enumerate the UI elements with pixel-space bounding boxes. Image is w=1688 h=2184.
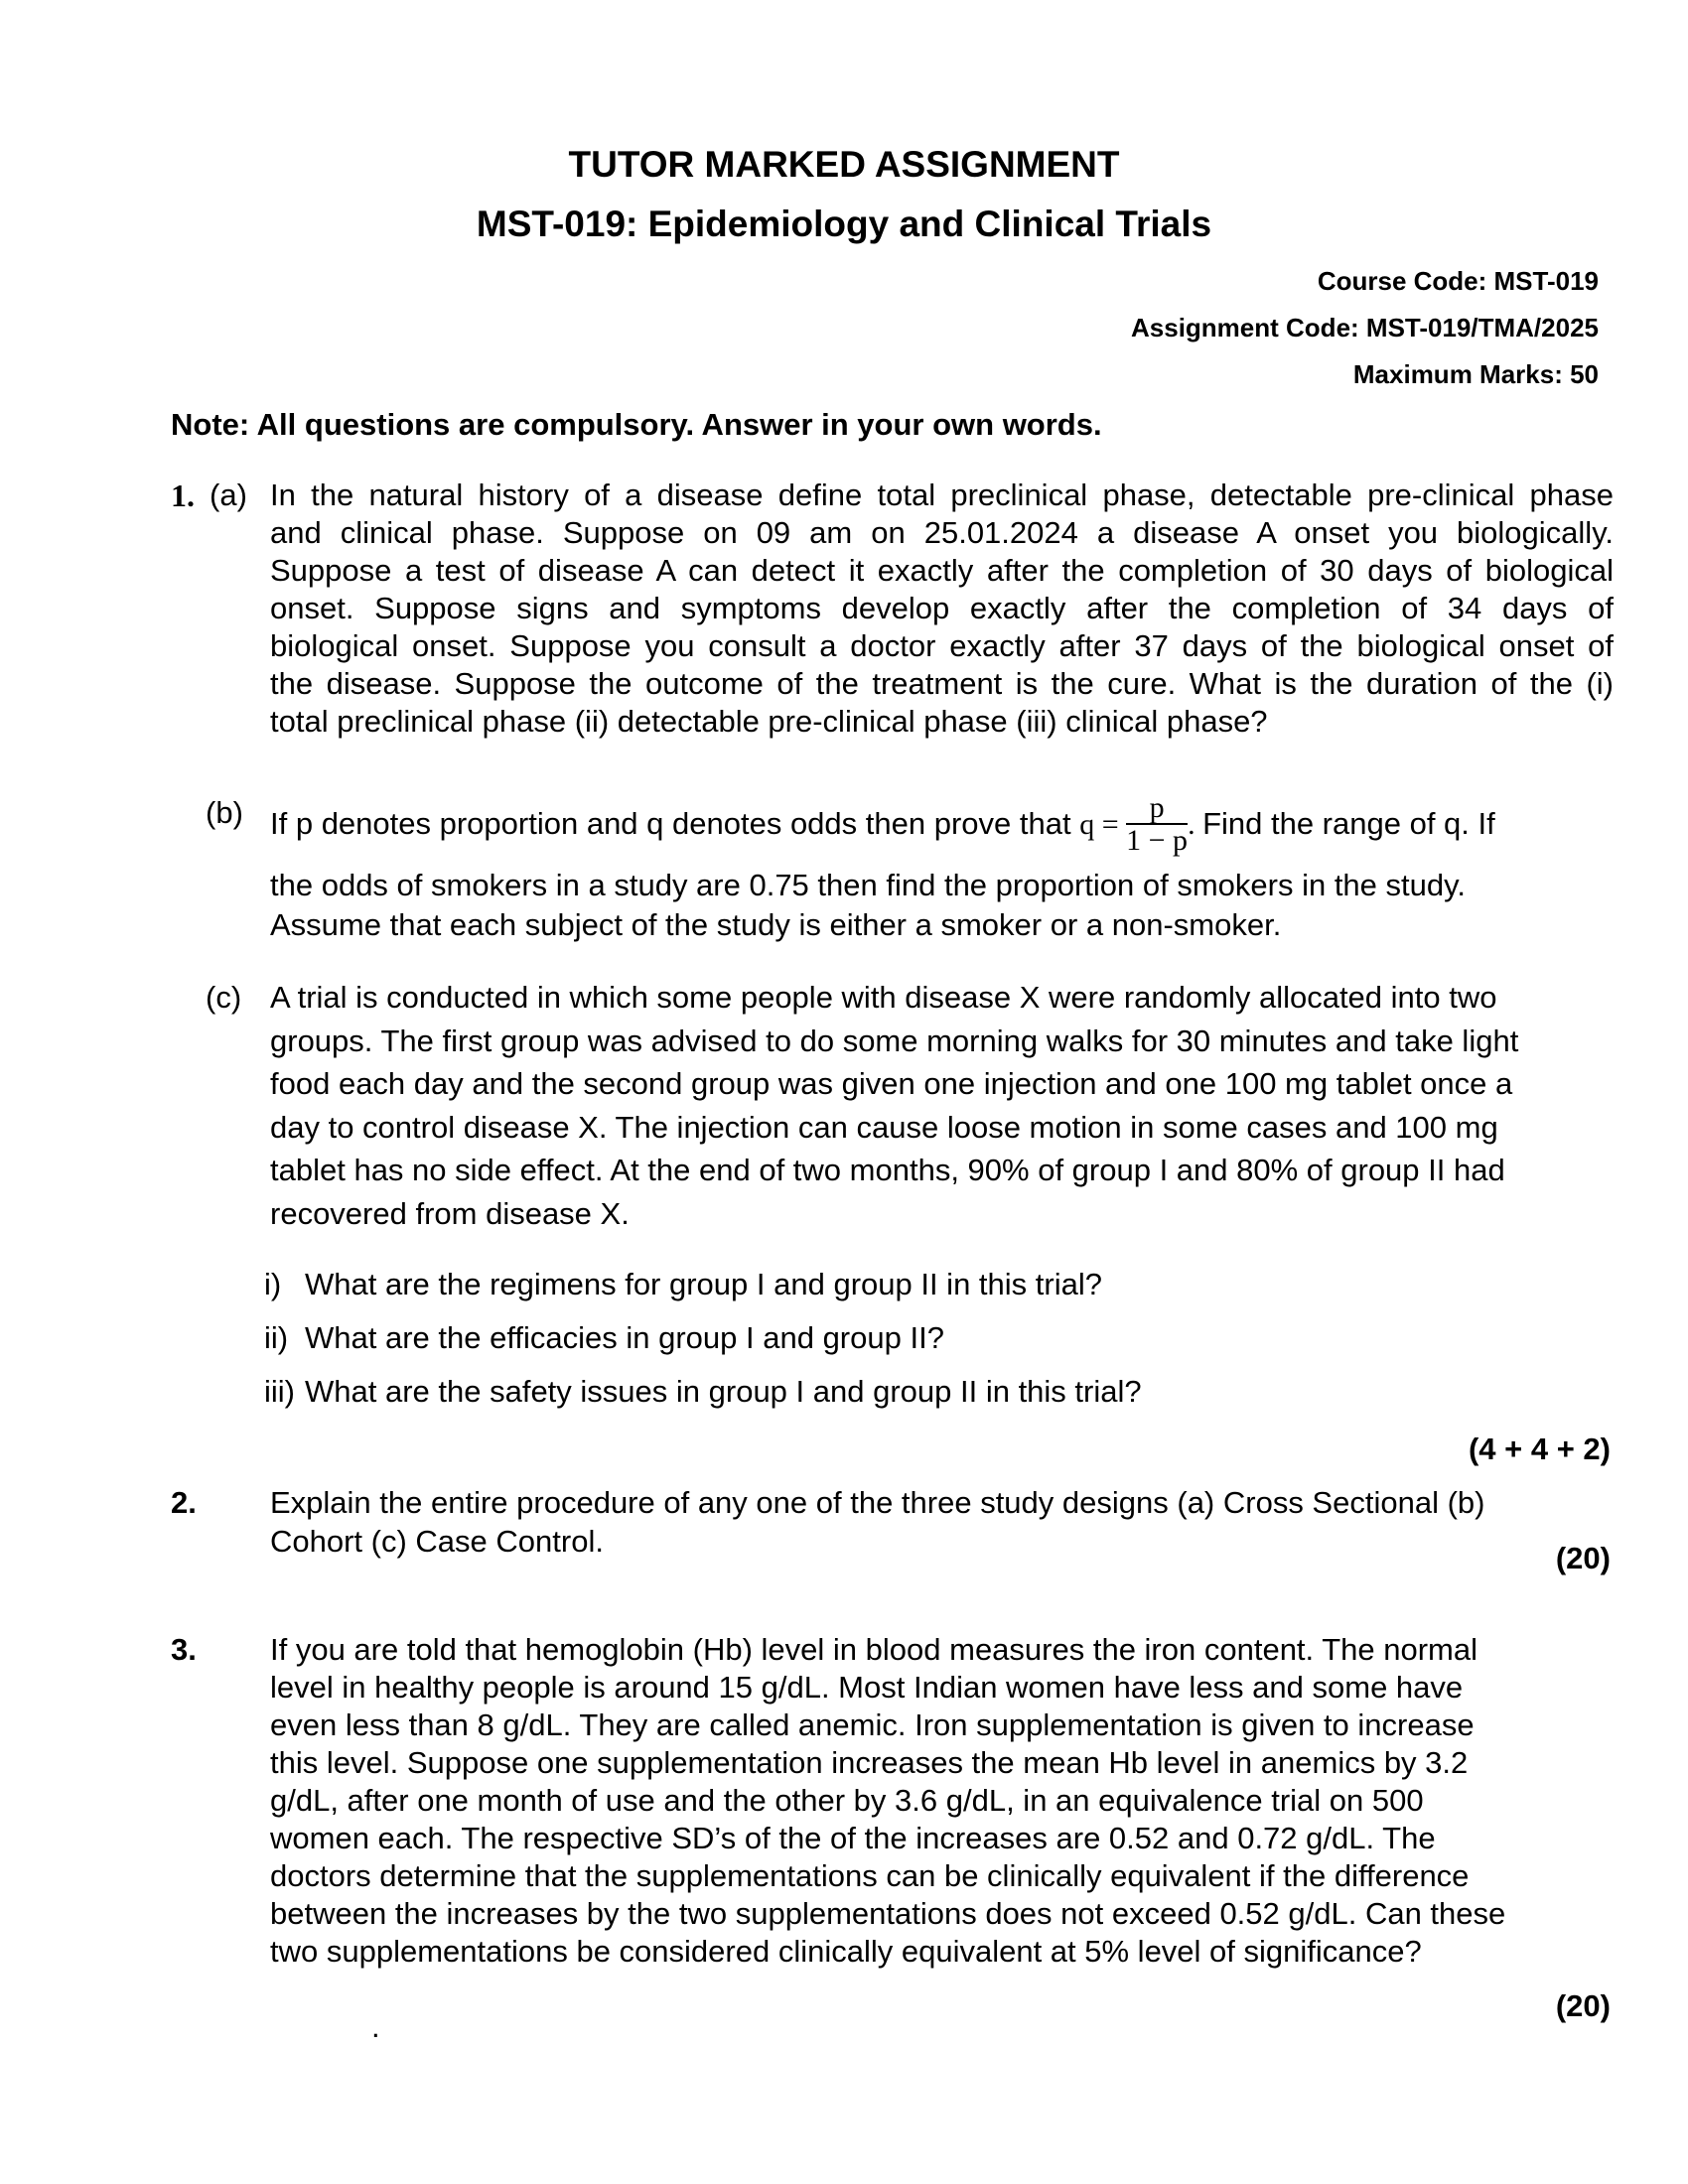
maximum-marks: Maximum Marks: 50 bbox=[1352, 359, 1599, 389]
text-line: level in healthy people is around 15 g/dL. Most Indian women have less and some have bbox=[270, 1670, 1464, 1705]
text-line-with-formula bbox=[270, 791, 1495, 859]
text-line: food each day and the second group was given one injection and one 100 mg tablet once a bbox=[270, 1066, 1513, 1101]
text-line: tablet has no side effect. At the end of two months, 90% of group I and 80% of group II had bbox=[270, 1153, 1505, 1187]
stray-period: . bbox=[371, 2009, 380, 2044]
fraction bbox=[1126, 793, 1188, 857]
question-number: 1. bbox=[171, 478, 195, 513]
subquestion-text: What are the efficacies in group I and group II? bbox=[305, 1320, 944, 1355]
subquestion-text: What are the regimens for group I and group II in this trial? bbox=[305, 1267, 1102, 1301]
odds-formula bbox=[1079, 791, 1202, 857]
question-number: 3. bbox=[171, 1632, 197, 1667]
text-line: g/dL, after one month of use and the other by 3.6 g/dL, in an equivalence trial on 500 bbox=[270, 1783, 1424, 1818]
formula-lhs: q = bbox=[1079, 807, 1119, 841]
question-3-marks: (20) bbox=[1555, 1988, 1611, 2023]
text-line: In the natural history of a disease define total preclinical phase, detectable pre-clinical phase bbox=[270, 478, 1614, 512]
text-line: If you are told that hemoglobin (Hb) level in blood measures the iron content. The normal bbox=[270, 1632, 1477, 1667]
text-line: two supplementations be considered clinically equivalent at 5% level of significance? bbox=[270, 1934, 1422, 1969]
instructions-note: Note: All questions are compulsory. Answer in your own words. bbox=[171, 407, 1102, 442]
text-line: Suppose a test of disease A can detect it exactly after the completion of 30 days of biological bbox=[270, 553, 1614, 588]
document-title: TUTOR MARKED ASSIGNMENT bbox=[568, 144, 1120, 185]
text-line: day to control disease X. The injection can cause loose motion in some cases and 100 mg bbox=[270, 1110, 1498, 1145]
text-line: even less than 8 g/dL. They are called anemic. Iron supplementation is given to increase bbox=[270, 1707, 1475, 1742]
text-line: recovered from disease X. bbox=[270, 1196, 630, 1231]
text-line: A trial is conducted in which some people with disease X were randomly allocated into two bbox=[270, 980, 1497, 1015]
text-line: Cohort (c) Case Control. bbox=[270, 1524, 604, 1559]
question-2-marks: (20) bbox=[1555, 1541, 1611, 1575]
fraction-denominator: 1 − p bbox=[1126, 824, 1189, 857]
subquestion-label: i) bbox=[264, 1267, 282, 1301]
subquestion-label: iii) bbox=[264, 1374, 295, 1409]
question-number: 2. bbox=[171, 1485, 197, 1520]
text-segment: If p denotes proportion and q denotes odds then prove that bbox=[270, 805, 1071, 841]
fraction-numerator: p bbox=[1126, 793, 1188, 825]
part-label: (c) bbox=[206, 980, 242, 1015]
text-line: the odds of smokers in a study are 0.75 then find the proportion of smokers in the study. bbox=[270, 868, 1466, 902]
text-line: and clinical phase. Suppose on 09 am on 25.01.2024 a disease A onset you biologically. bbox=[270, 515, 1614, 550]
question-1-marks: (4 + 4 + 2) bbox=[1468, 1432, 1611, 1466]
text-line: biological onset. Suppose you consult a doctor exactly after 37 days of the biological onset of bbox=[270, 628, 1614, 663]
text-line: Assume that each subject of the study is either a smoker or a non-smoker. bbox=[270, 907, 1282, 942]
text-segment: Find the range of q. If bbox=[1202, 805, 1495, 841]
text-line: the disease. Suppose the outcome of the treatment is the cure. What is the duration of the (i) bbox=[270, 666, 1614, 701]
text-line: this level. Suppose one supplementation increases the mean Hb level in anemics by 3.2 bbox=[270, 1745, 1469, 1780]
course-subtitle: MST-019: Epidemiology and Clinical Trials bbox=[476, 204, 1212, 244]
part-label: (b) bbox=[206, 795, 243, 830]
text-line: doctors determine that the supplementations can be clinically equivalent if the difference bbox=[270, 1858, 1470, 1893]
subquestion-label: ii) bbox=[264, 1320, 289, 1355]
text-line: women each. The respective SD’s of the of the increases are 0.52 and 0.72 g/dL. The bbox=[270, 1821, 1436, 1855]
text-line: onset. Suppose signs and symptoms develop exactly after the completion of 34 days of bbox=[270, 591, 1614, 625]
subquestion-text: What are the safety issues in group I and group II in this trial? bbox=[305, 1374, 1142, 1409]
formula-period: . bbox=[1188, 807, 1196, 841]
part-label: (a) bbox=[210, 478, 247, 512]
assignment-code: Assignment Code: MST-019/TMA/2025 bbox=[1131, 313, 1599, 342]
text-line: Explain the entire procedure of any one of the three study designs (a) Cross Sectional (b) bbox=[270, 1485, 1485, 1520]
course-code: Course Code: MST-019 bbox=[1317, 266, 1599, 296]
text-line: between the increases by the two supplementations does not exceed 0.52 g/dL. Can these bbox=[270, 1896, 1506, 1931]
text-line: total preclinical phase (ii) detectable pre-clinical phase (iii) clinical phase? bbox=[270, 704, 1268, 739]
text-line: groups. The first group was advised to do some morning walks for 30 minutes and take light bbox=[270, 1024, 1519, 1058]
